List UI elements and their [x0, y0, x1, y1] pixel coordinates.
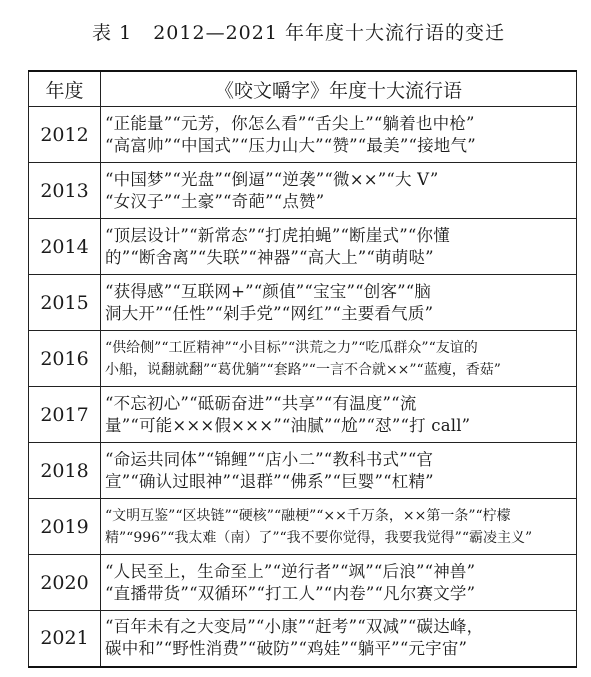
- buzzwords-cell: [101, 331, 577, 387]
- buzzwords-line: “百年未有之大变局”“小康”“赶考”“双减”“碳达峰，: [105, 617, 484, 637]
- buzzwords-line: “女汉子”“土豪”“奇葩”“点赞”: [105, 191, 325, 211]
- buzzwords-line: “顶层设计”“新常态”“打虎拍蝇”“断崖式”“你懂: [105, 225, 450, 245]
- table-header-row: [29, 71, 577, 107]
- table-number: 表 1: [92, 22, 133, 44]
- buzzwords-line: 的”“断舍离”“失联”“神器”“高大上”“萌萌哒”: [105, 247, 434, 267]
- buzzwords-line: 精”“996”“我太难（南）了”“我不要你觉得，我要我觉得”“霸凌主义”: [105, 529, 533, 546]
- table-row: [29, 107, 577, 163]
- year-cell: 2012: [29, 107, 101, 163]
- header-content: 《咬文嚼字》年度十大流行语: [101, 71, 577, 107]
- table-title: 2012—2021 年年度十大流行语的变迁: [153, 22, 505, 44]
- buzzwords-cell: [101, 163, 577, 219]
- table-row: [29, 331, 577, 387]
- table-row: [29, 443, 577, 499]
- year-cell: 2020: [29, 555, 101, 611]
- buzzwords-line: “命运共同体”“锦鲤”“店小二”“教科书式”“官: [105, 449, 434, 469]
- buzzwords-line: “中国梦”“光盘”“倒逼”“逆袭”“微××”“大 V”: [105, 169, 439, 189]
- year-cell: 2019: [29, 499, 101, 555]
- buzzwords-line: “高富帅”“中国式”“压力山大”“赞”“最美”“接地气”: [105, 135, 476, 155]
- year-cell: 2015: [29, 275, 101, 331]
- buzzwords-line: 碳中和”“野性消费”“破防”“鸡娃”“躺平”“元宇宙”: [105, 639, 468, 659]
- buzzwords-line: “不忘初心”“砥砺奋进”“共享”“有温度”“流: [105, 393, 417, 413]
- buzzwords-line: “获得感”“互联网+”“颜值”“宝宝”“创客”“脑: [105, 281, 432, 301]
- table-caption: [0, 18, 591, 45]
- buzzwords-cell: [101, 555, 577, 611]
- table-row: [29, 163, 577, 219]
- table-row: [29, 555, 577, 611]
- year-cell: 2017: [29, 387, 101, 443]
- buzzwords-line: “人民至上，生命至上”“逆行者”“飒”“后浪”“神兽”: [105, 561, 476, 581]
- table-row: [29, 387, 577, 443]
- buzzwords-line: “正能量”“元芳，你怎么看”“舌尖上”“躺着也中枪”: [105, 113, 475, 133]
- year-cell: 2021: [29, 611, 101, 667]
- buzzwords-cell: [101, 499, 577, 555]
- header-year: 年度: [29, 71, 101, 107]
- table-row: [29, 219, 577, 275]
- table-row: [29, 611, 577, 667]
- table-row: [29, 275, 577, 331]
- buzzwords-line: 宣”“确认过眼神”“退群”“佛系”“巨婴”“杠精”: [105, 471, 434, 491]
- buzzwords-line: 量”“可能×××假×××”“油腻”“尬”“怼”“打 call”: [105, 415, 471, 435]
- year-cell: 2013: [29, 163, 101, 219]
- buzzwords-line: “直播带货”“双循环”“打工人”“内卷”“凡尔赛文学”: [105, 583, 476, 603]
- buzzwords-cell: [101, 443, 577, 499]
- table-row: [29, 499, 577, 555]
- buzzwords-cell: [101, 275, 577, 331]
- buzzwords-table: [28, 70, 577, 668]
- buzzwords-cell: [101, 219, 577, 275]
- year-cell: 2018: [29, 443, 101, 499]
- buzzwords-line: 小船，说翻就翻”“葛优躺”“套路”“一言不合就××”“蓝瘦，香菇”: [105, 361, 501, 378]
- buzzwords-line: 洞大开”“任性”“剁手党”“网红”“主要看气质”: [105, 303, 434, 323]
- buzzwords-line: “文明互鉴”“区块链”“硬核”“融梗”“××千万条，××第一条”“柠檬: [105, 507, 511, 524]
- year-cell: 2016: [29, 331, 101, 387]
- year-cell: 2014: [29, 219, 101, 275]
- buzzwords-line: “供给侧”“工匠精神”“小目标”“洪荒之力”“吃瓜群众”“友谊的: [105, 339, 478, 356]
- buzzwords-cell: [101, 611, 577, 667]
- buzzwords-cell: [101, 107, 577, 163]
- buzzwords-cell: [101, 387, 577, 443]
